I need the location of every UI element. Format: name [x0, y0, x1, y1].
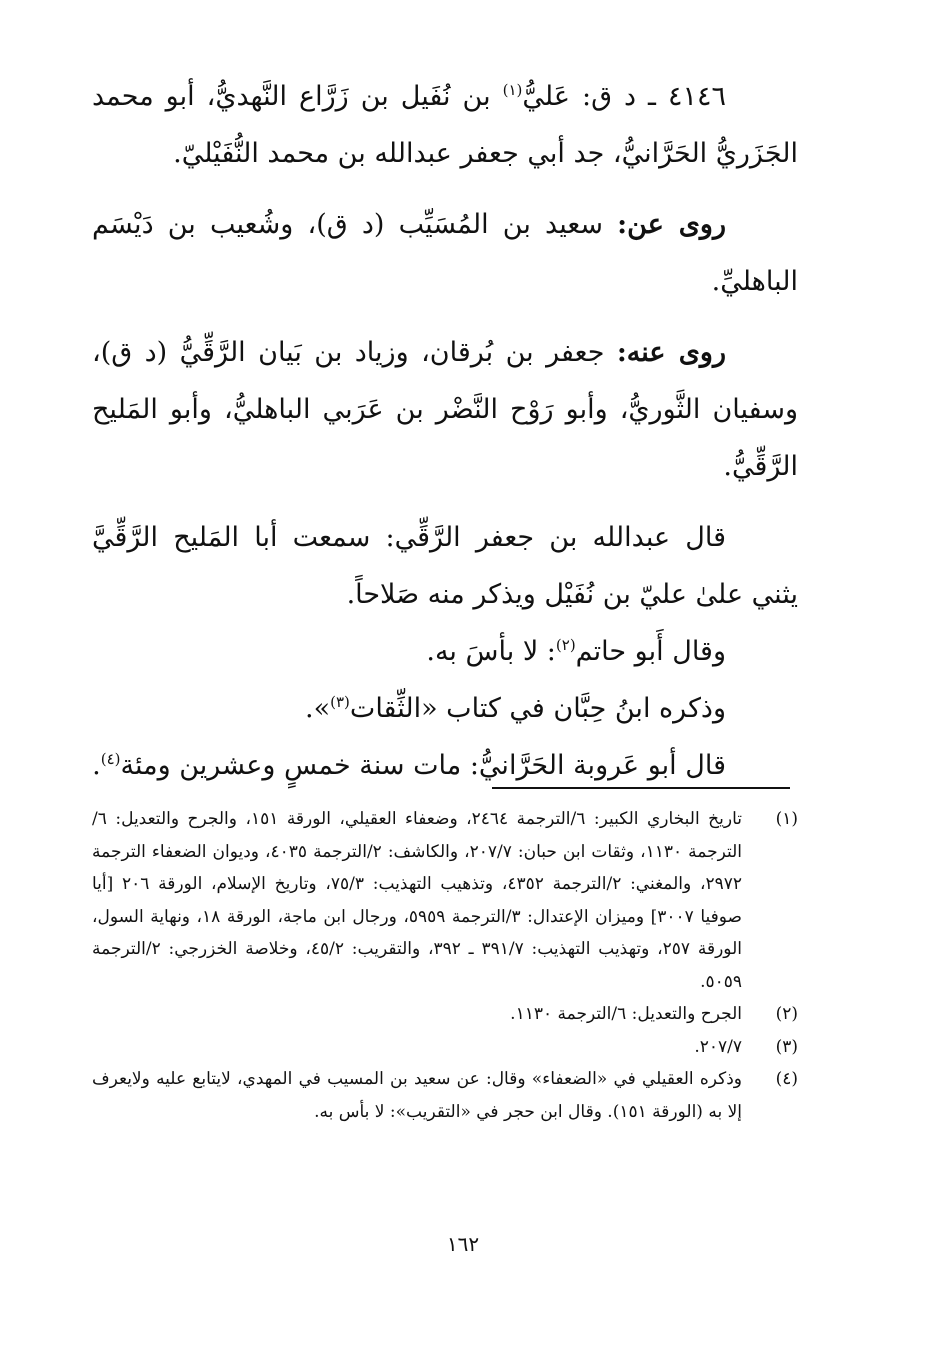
footnote-ref-4[interactable]: (٤): [100, 750, 121, 768]
footnote-number: (١): [775, 809, 798, 829]
footnote-text: ٢٠٧/٧.: [694, 1036, 742, 1057]
footnote-text: وذكره العقيلي في «الضعفاء» وقال: عن سعيد بن المسيب في المهدي، لايتابع عليه ولايعرف إلا به (الورقة ١٥١). وقال ابن حجر في «التقريب»: لا بأس به.: [92, 1069, 742, 1122]
quote-2: وقال أَبو حاتم$^{(٢)}$: لا بأسَ به.: [426, 636, 726, 667]
footnote-4: [92, 1063, 798, 1128]
footnotes: [92, 803, 798, 1128]
footnote-divider: [492, 787, 790, 789]
narrated-by-label: روى عنه:: [616, 337, 726, 368]
page-number: ١٦٢: [446, 1232, 480, 1256]
quote-3: وذكره ابنُ حِبَّان في كتاب «الثِّقات$^{(٣)}$».: [305, 693, 726, 724]
main-text: [92, 68, 798, 794]
footnote-number: (٣): [775, 1036, 798, 1057]
footnote-number: (٢): [775, 1004, 798, 1024]
entry-heading: ٤١٤٦ ـ د ق: عَليُّ$^{(١)}$ بن نُفَيل بن زَرَّاع النَّهديُّ، أبو محمد الجَزَريُّ الحَرَّانيُّ، جد أبي جعفر عبدالله بن محمد النُّفَيْليّ.: [92, 81, 798, 169]
quote-4: قال أبو عَروبة الحَرَّانيُّ: مات سنة خمسٍ وعشرين ومئة$^{(٤)}$.: [92, 750, 726, 781]
footnote-ref-2[interactable]: (٢): [555, 636, 576, 654]
narrated-from: روى عن: سعيد بن المُسَيِّب (د ق)، وشُعيب بن دَيْسَم الباهليِّ.: [92, 209, 798, 297]
narrated-from-label: روى عن:: [617, 209, 726, 240]
footnote-1: [92, 803, 798, 998]
footnote-number: (٤): [775, 1069, 798, 1089]
footnote-2: [92, 998, 798, 1031]
footnote-text: تاريخ البخاري الكبير: ٦/الترجمة ٢٤٦٤، وضعفاء العقيلي، الورقة ١٥١، والجرح والتعديل: ٦/الترجمة ١١٣٠، وثقات ابن حبان: ٢٠٧/٧، والكاشف: ٢/الترجمة ٤٠٣٥، وديوان الضعفاء الترجمة ٢٩٧٢، والمغني: ٢/الترجمة ٤٣٥٢، وتذهيب التهذيب: ٧٥/٣، وتاريخ الإسلام، الورقة ٢٠٦ [أيا صوفيا ٣٠٠٧] وميزان الإعتدال: ٣/الترجمة ٥٩٥٩، ورجال ابن ماجة، الورقة ١٨، ونهاية السول، الورقة ٢٥٧، وتهذيب التهذيب: ٣٩١/٧ ـ ٣٩٢، والتقريب: ٤٥/٢، وخلاصة الخزرجي: ٢/الترجمة ٥٠٥٩.: [92, 809, 743, 992]
quote-1: قال عبدالله بن جعفر الرَّقِّي: سمعت أبا المَليح الرَّقِّيَّ يثني علىٰ عليّ بن نُفَيْل ويذكر منه صَلاحاً.: [92, 522, 798, 610]
footnote-text: الجرح والتعديل: ٦/الترجمة ١١٣٠.: [510, 1004, 742, 1024]
footnote-ref-3[interactable]: (٣): [330, 693, 350, 711]
footnote-3: [92, 1031, 798, 1064]
footnote-ref-1[interactable]: (١): [502, 81, 523, 99]
narrated-by: روى عنه: جعفر بن بُرقان، وزياد بن بَيان الرَّقِّيُّ (د ق)، وسفيان الثَّوريُّ، وأبو رَوْح النَّضْر بن عَرَبي الباهليُّ، وأبو المَليح الرَّقِّيُّ.: [92, 337, 798, 482]
